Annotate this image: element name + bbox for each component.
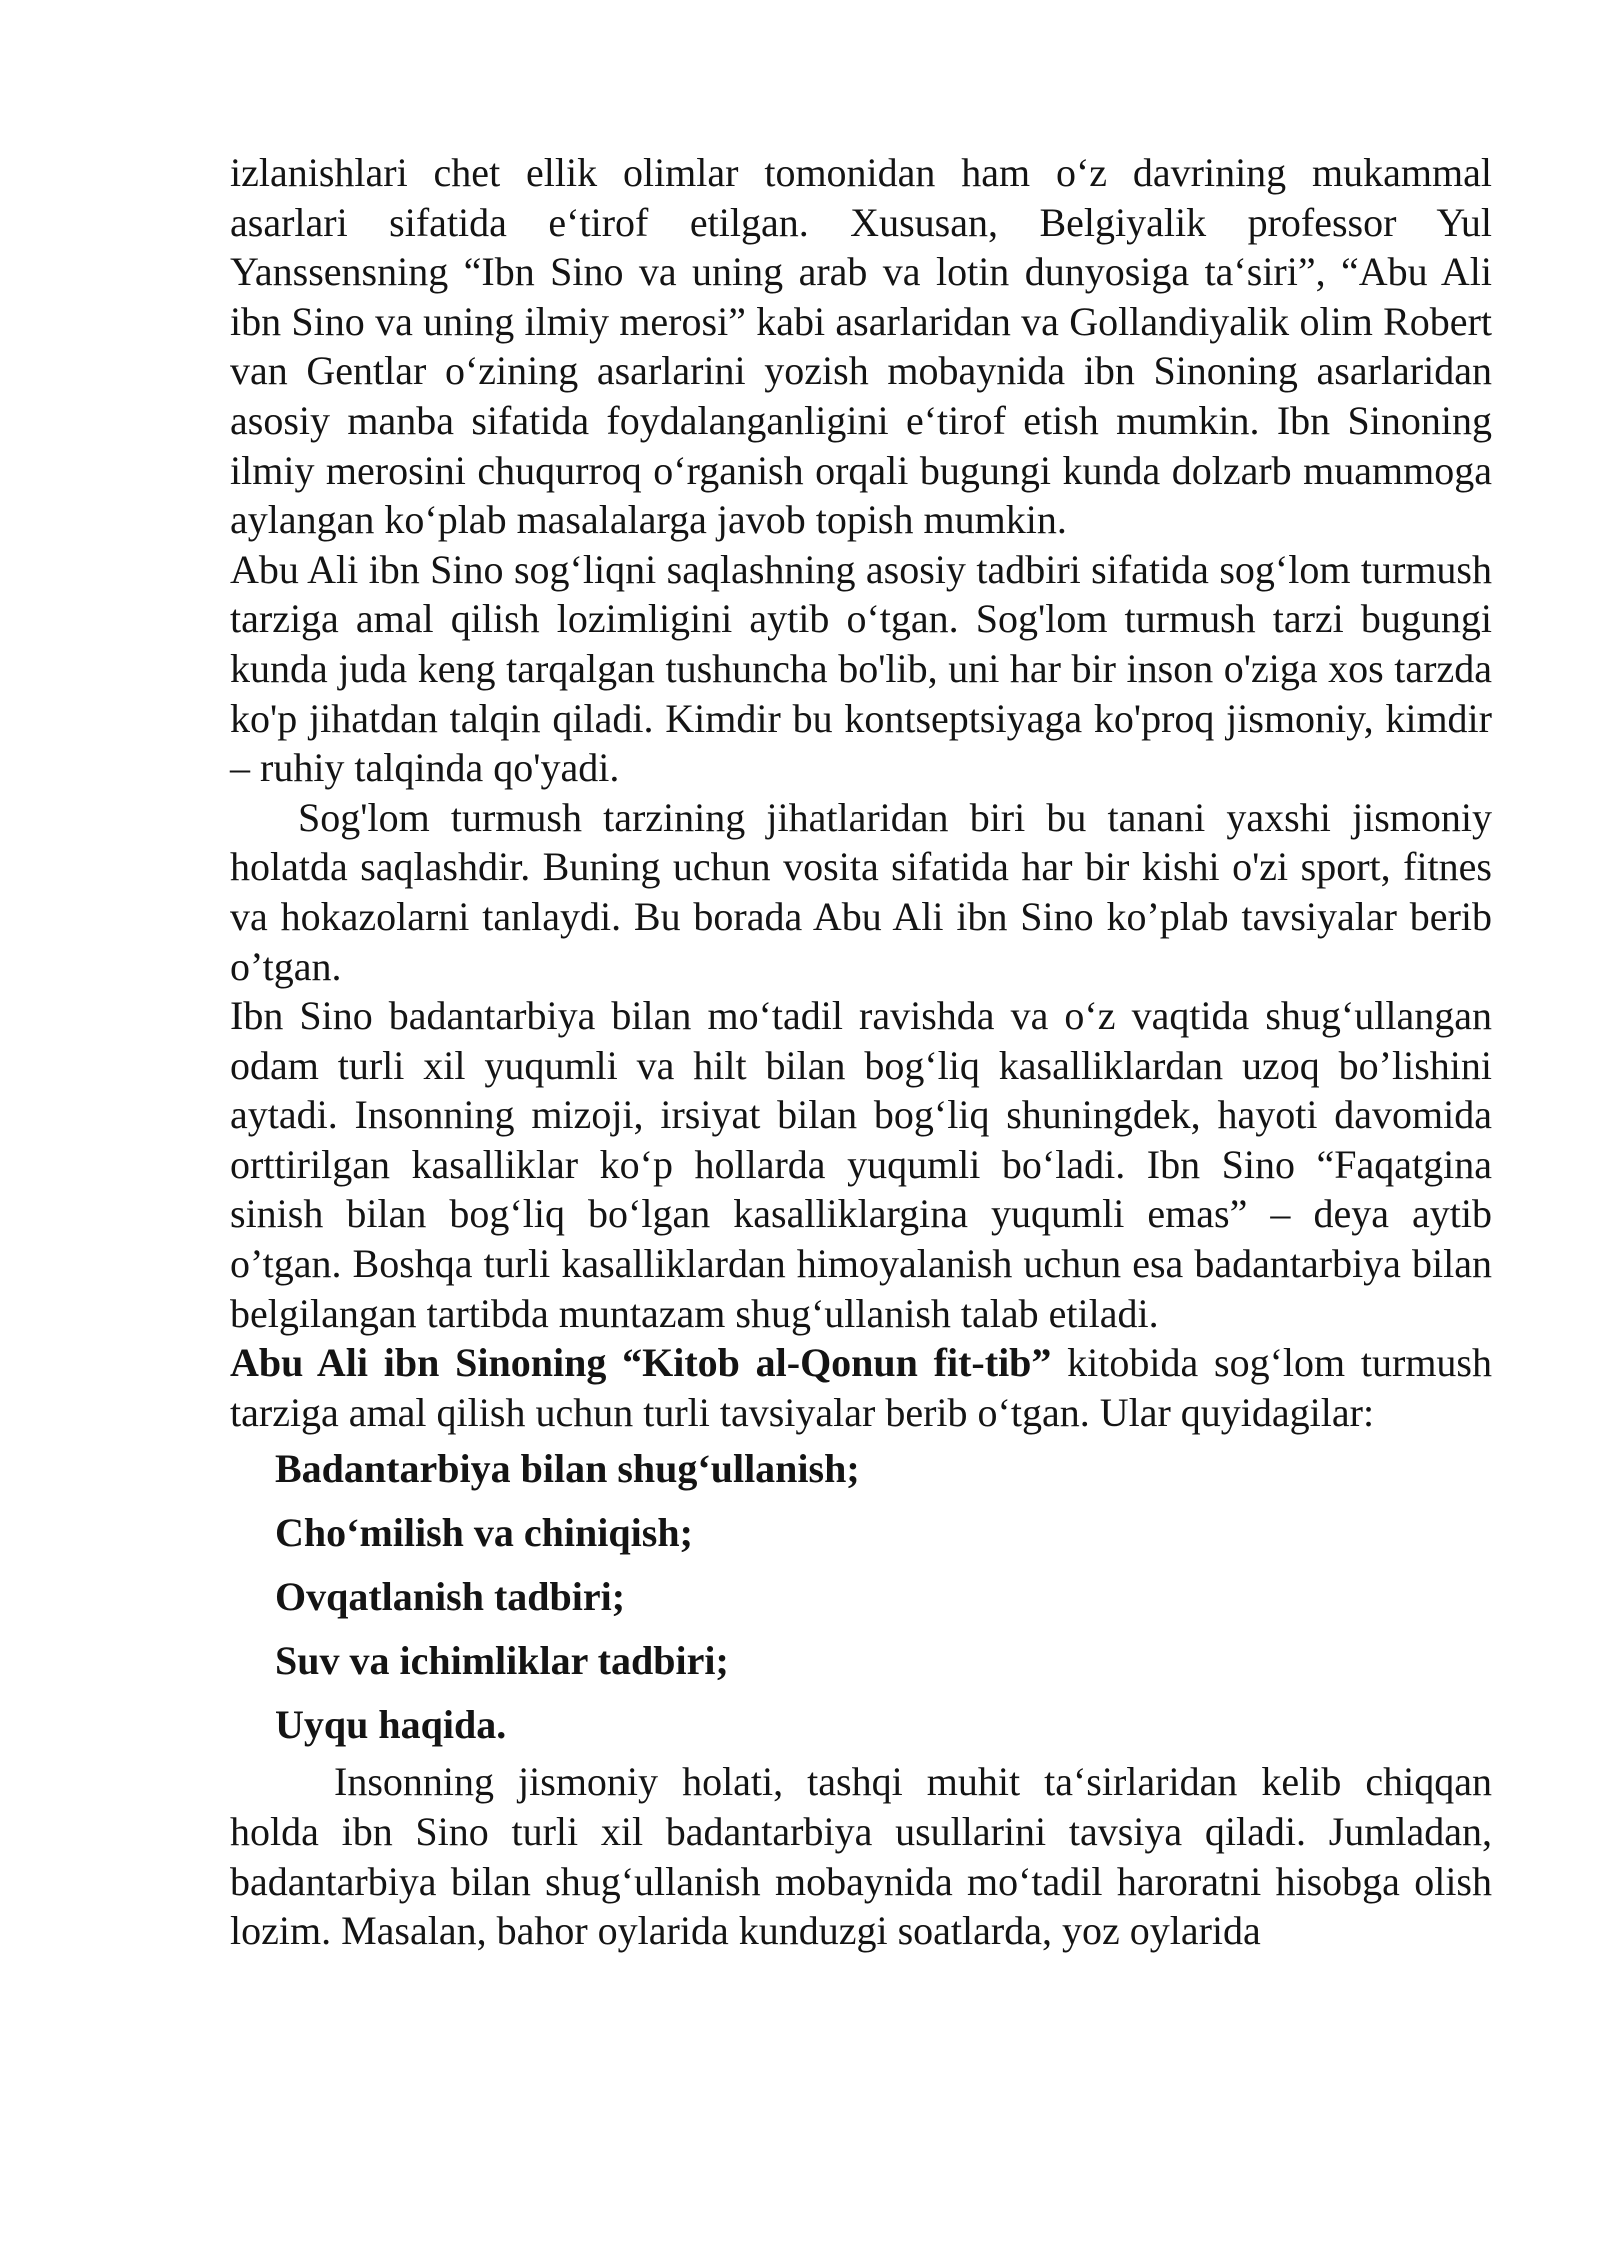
list-item: Uyqu haqida. xyxy=(275,1702,507,1748)
list-item: Ovqatlanish tadbiri; xyxy=(275,1574,626,1620)
list-item: Cho‘milish va chiniqish; xyxy=(275,1510,693,1556)
list-item: Suv va ichimliklar tadbiri; xyxy=(275,1638,729,1684)
document-page xyxy=(230,148,1492,1956)
paragraph-6: Insonning jismoniy holati, tashqi muhit ta‘sirlaridan kelib chiqqan holda ibn Sino turli xil badantarbiya usullarini tavsiya qiladi. Jumladan, badantarbiya bilan shug‘ullanish mobaynida mo‘tadil haroratni hisobga olish lozim. Masalan, bahor oylarida kunduzgi soatlarda, yoz oylarida xyxy=(230,1759,1492,1954)
paragraph-3: Sog'lom turmush tarzining jihatlaridan biri bu tanani yaxshi jismoniy holatda saqlashdir. Buning uchun vosita sifatida har bir kishi o'zi sport, fitnes va hokazolarni tanlaydi. Bu borada Abu Ali ibn Sino ko’plab tavsiyalar berib o’tgan. xyxy=(230,794,1492,989)
book-title-bold: Abu Ali ibn Sinoning “Kitob al-Qonun fit-tib” xyxy=(230,1340,1052,1386)
paragraph-2: Abu Ali ibn Sino sog‘liqni saqlashning asosiy tadbiri sifatida sog‘lom turmush tarziga amal qilish lozimligini aytib o‘tgan. Sog'lom turmush tarzi bugungi kunda juda keng tarqalgan tushuncha bo'lib, uni har bir inson o'ziga xos tarzda ko'p jihatdan talqin qiladi. Kimdir bu kontseptsiyaga ko'proq jismoniy, kimdir – ruhiy talqinda qo'yadi. xyxy=(230,546,1492,791)
paragraph-4: Ibn Sino badantarbiya bilan mo‘tadil ravishda va o‘z vaqtida shug‘ullangan odam turli xil yuqumli va hilt bilan bog‘liq kasalliklardan uzoq bo’lishini aytadi. Insonning mizoji, irsiyat bilan bog‘liq shuningdek, hayoti davomida orttirilgan kasalliklar ko‘p hollarda yuqumli bo‘ladi. Ibn Sino “Faqatgina sinish bilan bog‘liq bo‘lgan kasalliklargina yuqumli emas” – deya aytib o’tgan. Boshqa turli kasalliklardan himoyalanish uchun esa badantarbiya bilan belgilangan tartibda muntazam shug‘ullanish talab etiladi. xyxy=(230,993,1492,1336)
paragraph-1: izlanishlari chet ellik olimlar tomonidan ham o‘z davrining mukammal asarlari sifatida e‘tirof etilgan. Xususan, Belgiyalik professor Yul Yanssensning “Ibn Sino va uning arab va lotin dunyosiga ta‘siri”, “Abu Ali ibn Sino va uning ilmiy merosi” kabi asarlaridan va Gollandiyalik olim Robert van Gentlar o‘zining asarlarini yozish mobaynida ibn Sinoning asarlaridan asosiy manba sifatida foydalanganligini e‘tirof etish mumkin. Ibn Sinoning ilmiy merosini chuqurroq o‘rganish orqali bugungi kunda dolzarb muammoga aylangan ko‘plab masalalarga javob topish mumkin. xyxy=(230,150,1492,543)
list-item: Badantarbiya bilan shug‘ullanish; xyxy=(275,1446,860,1492)
paragraph-5-text: kitobida sog‘lom turmush tarziga amal qilish uchun turli tavsiyalar berib o‘tgan. Ular quyidagilar: xyxy=(230,1340,1493,1435)
recommendations-list xyxy=(230,1437,1492,1757)
paragraph-5 xyxy=(230,1338,1492,1437)
